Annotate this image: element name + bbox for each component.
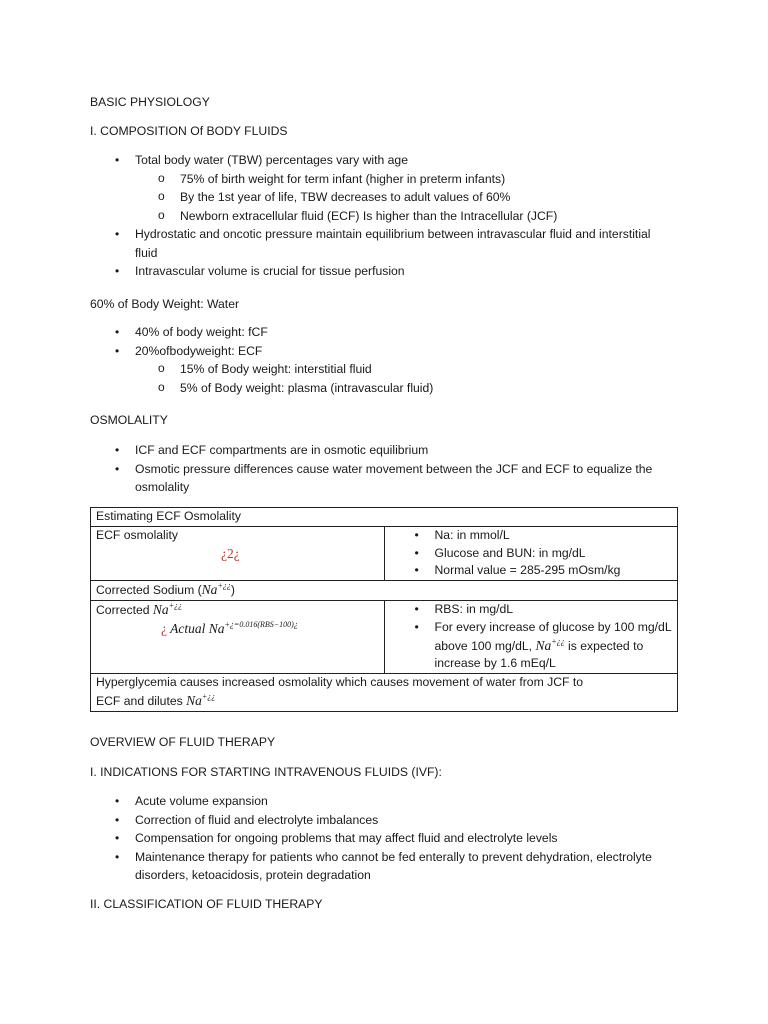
section-heading-indications: I. INDICATIONS FOR STARTING INTRAVENOUS FLUIDS (IVF): xyxy=(90,765,442,779)
list-item: • Correction of fluid and electrolyte imbalances xyxy=(90,811,680,830)
hyperglycemia-cell xyxy=(91,674,678,712)
list-item-text: ICF and ECF compartments are in osmotic equilibrium xyxy=(135,443,429,457)
table-row xyxy=(91,600,678,673)
section-heading-fluid-therapy: OVERVIEW OF FLUID THERAPY xyxy=(90,735,276,749)
formula-number: 2 xyxy=(227,545,234,561)
list-item xyxy=(90,323,680,342)
osmolality-table xyxy=(90,507,678,712)
table-row xyxy=(91,674,678,712)
list-item-text: 40% of body weight: fCF xyxy=(135,325,268,339)
sodium-superscript: +¿¿ xyxy=(201,691,216,701)
list-item xyxy=(90,225,680,262)
formula-glyph: ¿ xyxy=(233,545,240,561)
note-text: is expected to increase by 1.6 mEq/L xyxy=(434,638,644,671)
corrected-label: Corrected xyxy=(96,602,150,617)
ecf-notes-list xyxy=(390,527,673,580)
list-item: • Compensation for ongoing problems that may affect fluid and electrolyte levels xyxy=(90,829,680,848)
sodium-superscript: +¿¿ xyxy=(551,636,565,646)
osmolality-list xyxy=(90,441,680,497)
hyperglycemia-text: Hyperglycemia causes increased osmolality which causes movement of water from JCF to ECF and dilutes xyxy=(96,675,584,708)
tbw-sublist xyxy=(135,170,680,226)
sodium-symbol: Na xyxy=(535,637,552,653)
list-item xyxy=(90,262,680,281)
ecf-sublist xyxy=(135,360,680,397)
corrected-sodium-label: Corrected Sodium ( xyxy=(96,583,202,598)
table-row xyxy=(91,581,678,601)
ecf-notes-cell xyxy=(384,526,678,580)
section-heading-water: 60% of Body Weight: Water xyxy=(90,297,240,311)
list-item: • Acute volume expansion xyxy=(90,792,680,811)
ecf-osmolality-label: ECF osmolality xyxy=(96,527,178,542)
corrected-notes-cell xyxy=(384,600,678,673)
sodium-superscript: +¿¿ xyxy=(168,600,183,610)
sodium-superscript: +¿¿ xyxy=(217,581,231,591)
list-item xyxy=(90,460,680,497)
sodium-symbol: Na xyxy=(186,692,202,708)
sub-list-item: o 75% of birth weight for term infant (higher in preterm infants) xyxy=(135,170,680,189)
sub-list-item: o 5% of Body weight: plasma (intravascular fluid) xyxy=(135,379,680,398)
formula-superscript: +¿=0.016(RBS−100)¿ xyxy=(224,619,298,629)
formula-glyph: ¿ xyxy=(161,620,167,636)
water-list xyxy=(90,323,680,397)
list-item-text: 20%ofbodyweight: ECF xyxy=(135,343,263,358)
list-item: • Na: in mmol/L xyxy=(390,527,673,545)
list-item-text: Total body water (TBW) percentages vary with age xyxy=(135,153,408,167)
section-heading-composition: I. COMPOSITION Of BODY FLUIDS xyxy=(90,124,288,138)
section-heading-classification: II. CLASSIFICATION OF FLUID THERAPY xyxy=(90,897,323,911)
list-item xyxy=(90,342,680,398)
corrected-sodium-header-cell xyxy=(91,581,678,601)
list-item-text: Intravascular volume is crucial for tissue perfusion xyxy=(135,264,405,278)
list-item: • Glucose and BUN: in mg/dL xyxy=(390,545,673,563)
sodium-symbol: Na xyxy=(201,582,218,598)
doc-title: BASIC PHYSIOLOGY xyxy=(90,95,210,109)
sodium-symbol: Na xyxy=(152,601,169,617)
section-heading-osmolality: OSMOLALITY xyxy=(90,413,168,427)
note-text: For every increase of glucose by 100 mg/dL above 100 mg/dL, xyxy=(434,619,672,653)
formula-glyph: ¿ xyxy=(221,545,227,561)
table-header-cell: Estimating ECF Osmolality xyxy=(91,508,678,527)
sub-list-item: o 15% of Body weight: interstitial fluid xyxy=(135,360,680,379)
corrected-sodium-cell xyxy=(91,600,385,673)
table-row xyxy=(91,526,678,580)
list-item: • Maintenance therapy for patients who cannot be fed enterally to prevent dehydration, electrolyte disorders, ketoacidosis, protein degradation xyxy=(90,848,680,885)
list-item-text: Osmotic pressure differences cause water movement between the JCF and ECF to equalize the osmolality xyxy=(135,461,653,494)
corrected-notes-list xyxy=(390,601,673,673)
ecf-osmolality-cell xyxy=(91,526,385,580)
paren-close: ) xyxy=(230,583,235,598)
corrected-sodium-formula xyxy=(96,620,379,638)
list-item: • Normal value = 285-295 mOsm/kg xyxy=(390,562,673,580)
list-item: • RBS: in mg/dL xyxy=(390,601,673,619)
list-item xyxy=(90,151,680,225)
sub-list-item: o Newborn extracellular fluid (ECF) Is higher than the Intracellular (JCF) xyxy=(135,207,680,226)
list-item-text: Hydrostatic and oncotic pressure maintain equilibrium between intravascular fluid and interstitial fluid xyxy=(135,227,651,260)
list-item xyxy=(390,619,673,673)
composition-list xyxy=(90,151,680,281)
formula-main: Actual Na xyxy=(170,620,225,636)
indications-list xyxy=(90,792,680,885)
ecf-osmolality-formula xyxy=(96,545,379,563)
table-row xyxy=(91,508,678,527)
sub-list-item: o By the 1st year of life, TBW decreases to adult values of 60% xyxy=(135,188,680,207)
list-item xyxy=(90,441,680,460)
